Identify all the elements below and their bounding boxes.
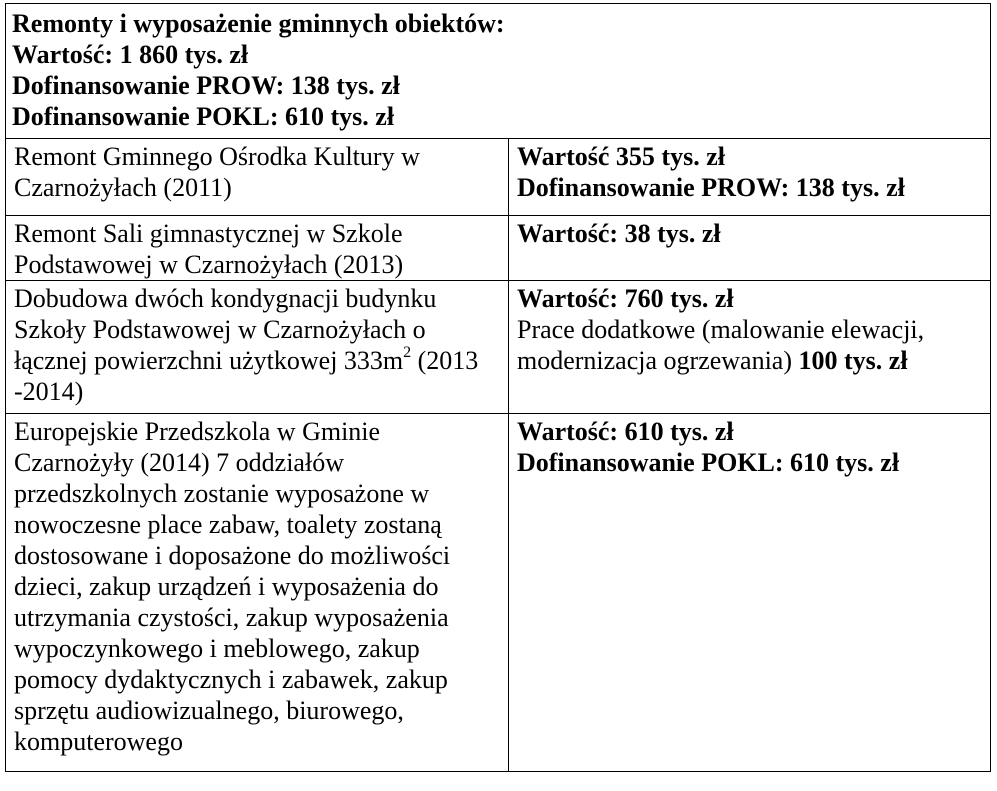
funding-text: Dofinansowanie PROW: 138 tys. zł [517, 173, 905, 202]
extra-work-amount: 100 tys. zł [798, 346, 908, 375]
table-row [6, 139, 991, 216]
funding-text: Dofinansowanie POKL: 610 tys. zł [517, 448, 900, 477]
table-row [6, 281, 991, 414]
row-description [6, 139, 509, 216]
row-description [6, 216, 509, 281]
summary-value: Wartość: 1 860 tys. zł [12, 40, 249, 69]
row-amounts [509, 281, 991, 414]
summary-pokl-funding: Dofinansowanie POKL: 610 tys. zł [12, 102, 395, 131]
investment-table [5, 3, 991, 772]
table-header-row [6, 4, 991, 139]
value-text: Wartość: 760 tys. zł [517, 284, 734, 313]
summary-prow-funding: Dofinansowanie PROW: 138 tys. zł [12, 71, 400, 100]
superscript-exponent: 2 [403, 344, 412, 361]
description-text: Europejskie Przedszkola w Gminie Czarnożyły (2014) 7 oddziałów przedszkolnych zostanie wyposażone w nowoczesne place zabaw, toalety zostaną dostosowane i doposażone do możliwości dzieci, zakup urządzeń i wyposażenia do utrzymania czystości, zakup wyposażenia wypoczynkowego i meblowego, zakup pomocy dydaktycznych i zabawek, zakup sprzętu audiowizualnego, biurowego, komputerowego [14, 417, 451, 756]
value-text: Wartość: 610 tys. zł [517, 417, 734, 446]
table-row [6, 414, 991, 772]
row-description [6, 281, 509, 414]
description-text: Remont Gminnego Ośrodka Kultury w Czarnożyłach (2011) [14, 142, 420, 202]
table-row [6, 216, 991, 281]
extra-work-text: Prace dodatkowe (malowanie elewacji, modernizacja ogrzewania) [517, 315, 925, 375]
summary-cell [6, 4, 991, 139]
value-text: Wartość 355 tys. zł [517, 142, 725, 171]
summary-title: Remonty i wyposażenie gminnych obiektów: [12, 9, 505, 38]
value-text: Wartość: 38 tys. zł [517, 219, 721, 248]
description-years: (2013 -2014) [14, 346, 479, 406]
description-text: Remont Sali gimnastycznej w Szkole Podstawowej w Czarnożyłach (2013) [14, 219, 404, 279]
row-description [6, 414, 509, 772]
description-text: Dobudowa dwóch kondygnacji budynku Szkoły Podstawowej w Czarnożyłach o łącznej powierzchni użytkowej 333m [14, 284, 437, 375]
row-amounts [509, 414, 991, 772]
row-amounts [509, 139, 991, 216]
row-amounts [509, 216, 991, 281]
